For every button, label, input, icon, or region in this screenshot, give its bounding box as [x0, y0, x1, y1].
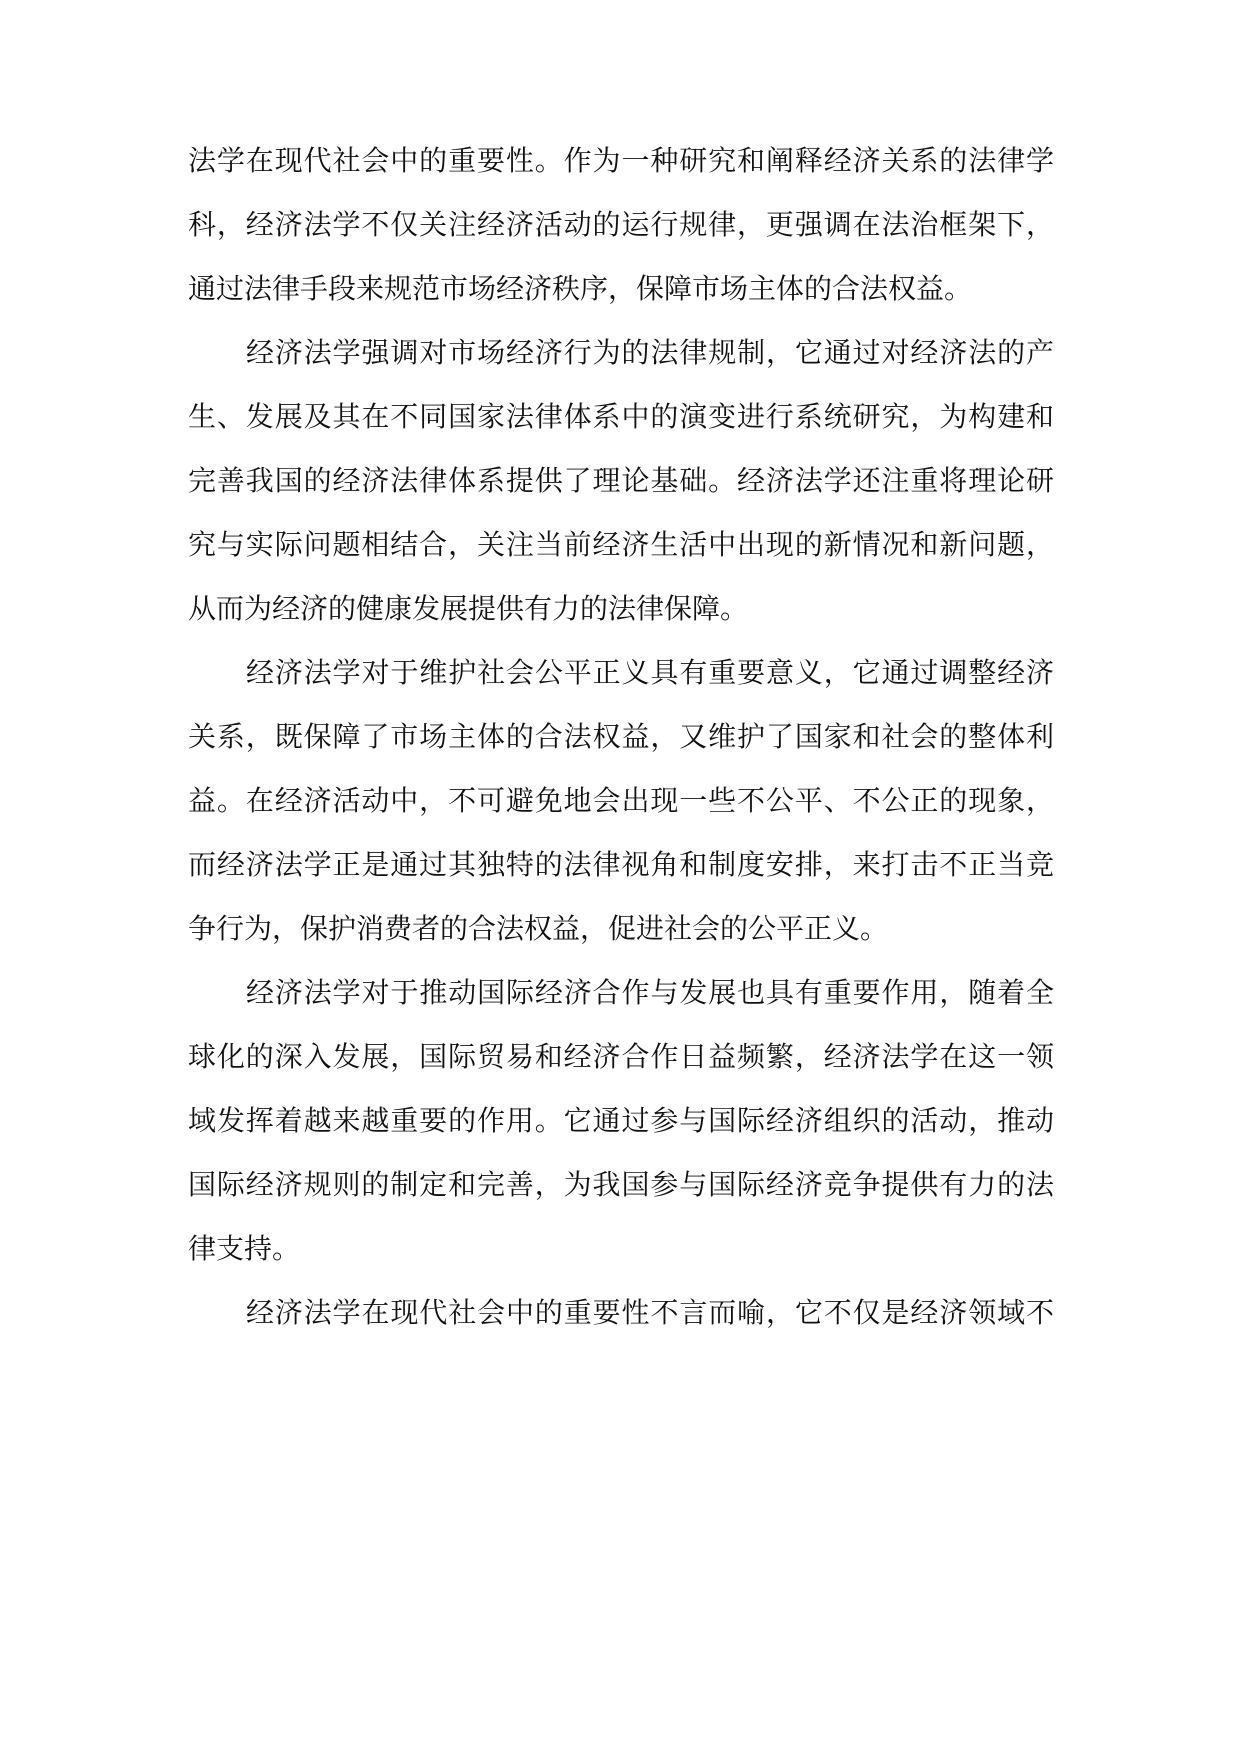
- paragraph-3-line-3: 益。在经济活动中，不可避免地会出现一些不公平、不公正的现象，: [188, 784, 1054, 817]
- paragraph-2-line-1: 经济法学强调对市场经济行为的法律规制，它通过对经济法的产: [246, 336, 1054, 369]
- paragraph-2-line-3: 完善我国的经济法律体系提供了理论基础。经济法学还注重将理论研: [188, 464, 1054, 497]
- paragraph-2-line-5: 从而为经济的健康发展提供有力的法律保障。: [188, 592, 749, 625]
- paragraph-4-line-3: 域发挥着越来越重要的作用。它通过参与国际经济组织的活动，推动: [188, 1104, 1054, 1137]
- paragraph-3-line-5: 争行为，保护消费者的合法权益，促进社会的公平正义。: [188, 912, 889, 945]
- paragraph-3-line-1: 经济法学对于维护社会公平正义具有重要意义，它通过调整经济: [246, 656, 1054, 689]
- paragraph-2-line-2: 生、发展及其在不同国家法律体系中的演变进行系统研究，为构建和: [188, 400, 1054, 433]
- paragraph-1-line-3: 通过法律手段来规范市场经济秩序，保障市场主体的合法权益。: [188, 272, 973, 305]
- paragraph-3-line-4: 而经济法学正是通过其独特的法律视角和制度安排，来打击不正当竞: [188, 848, 1054, 881]
- paragraph-4-line-4: 国际经济规则的制定和完善，为我国参与国际经济竞争提供有力的法: [188, 1168, 1054, 1201]
- paragraph-2-line-4: 究与实际问题相结合，关注当前经济生活中出现的新情况和新问题，: [188, 528, 1054, 561]
- paragraph-1-line-1: 法学在现代社会中的重要性。作为一种研究和阐释经济关系的法律学: [188, 144, 1054, 177]
- paragraph-1-line-2: 科，经济法学不仅关注经济活动的运行规律，更强调在法治框架下，: [188, 208, 1054, 241]
- paragraph-5-line-1: 经济法学在现代社会中的重要性不言而喻，它不仅是经济领域不: [246, 1296, 1054, 1329]
- paragraph-4-line-2: 球化的深入发展，国际贸易和经济合作日益频繁，经济法学在这一领: [188, 1040, 1054, 1073]
- body-text: [188, 144, 1054, 1360]
- paragraph-4-line-5: 律支持。: [188, 1232, 301, 1265]
- paragraph-4-line-1: 经济法学对于推动国际经济合作与发展也具有重要作用，随着全: [246, 976, 1054, 1009]
- paragraph-3-line-2: 关系，既保障了市场主体的合法权益，又维护了国家和社会的整体利: [188, 720, 1054, 753]
